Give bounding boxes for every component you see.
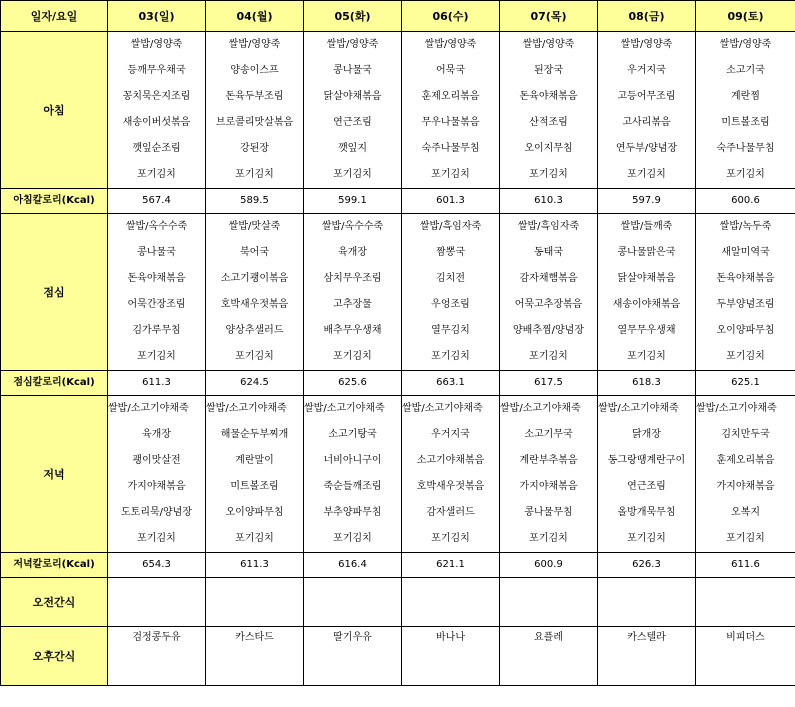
breakfast-menu-item: 포기김치 [304, 162, 402, 189]
breakfast-menu-item: 무우나물볶음 [402, 110, 500, 136]
dinner-calorie-value: 621.1 [402, 553, 500, 578]
dinner-menu-item: 포기김치 [598, 526, 696, 553]
lunch-menu-row [1, 240, 795, 266]
breakfast-label: 아침 [1, 32, 108, 189]
am-snack-item [206, 578, 304, 627]
dinner-menu-item: 동그랑땡계란구이 [598, 448, 696, 474]
breakfast-menu-item: 포기김치 [696, 162, 795, 189]
pm-snack-item: 카스텔라 [598, 627, 696, 686]
lunch-menu-item: 새송이야채볶음 [598, 292, 696, 318]
breakfast-menu-item: 쌀밥/영양죽 [598, 32, 696, 59]
lunch-label: 점심 [1, 214, 108, 371]
dinner-menu-row [1, 422, 795, 448]
breakfast-menu-item: 닭살야채볶음 [304, 84, 402, 110]
breakfast-menu-item: 쌀밥/영양죽 [304, 32, 402, 59]
lunch-menu-item: 포기김치 [304, 344, 402, 371]
dinner-calorie-value: 626.3 [598, 553, 696, 578]
breakfast-menu-item: 쌀밥/영양죽 [402, 32, 500, 59]
lunch-menu-item: 삼치무우조림 [304, 266, 402, 292]
breakfast-menu-item: 브로콜리맛살볶음 [206, 110, 304, 136]
breakfast-menu-item: 포기김치 [402, 162, 500, 189]
header-date-day-label: 일자/요일 [1, 1, 108, 32]
lunch-menu-item: 돈육야채볶음 [696, 266, 795, 292]
dinner-menu-row [1, 500, 795, 526]
dinner-menu-item: 감자샐러드 [402, 500, 500, 526]
lunch-calorie-value: 625.1 [696, 371, 795, 396]
dinner-menu-item: 포기김치 [500, 526, 598, 553]
lunch-menu-item: 김치전 [402, 266, 500, 292]
breakfast-calorie-value: 610.3 [500, 189, 598, 214]
dinner-menu-item: 오복지 [696, 500, 795, 526]
am-snack-item [500, 578, 598, 627]
dinner-calorie-value: 616.4 [304, 553, 402, 578]
pm-snack-item: 딸기우유 [304, 627, 402, 686]
am-snack-item [598, 578, 696, 627]
dinner-menu-item: 육개장 [108, 422, 206, 448]
lunch-calorie-row [1, 371, 795, 396]
dinner-menu-item: 미트볼조림 [206, 474, 304, 500]
breakfast-menu-row [1, 136, 795, 162]
header-day: 04(월) [206, 1, 304, 32]
breakfast-menu-item: 포기김치 [500, 162, 598, 189]
lunch-menu-item: 포기김치 [598, 344, 696, 371]
dinner-calorie-value: 654.3 [108, 553, 206, 578]
pm-snack-item: 바나나 [402, 627, 500, 686]
lunch-menu-item: 양상추샐러드 [206, 318, 304, 344]
lunch-menu-item: 쌀밥/옥수수죽 [108, 214, 206, 241]
breakfast-menu-item: 새송이버섯볶음 [108, 110, 206, 136]
lunch-menu-item: 열무김치 [402, 318, 500, 344]
lunch-menu-item: 호박새우젓볶음 [206, 292, 304, 318]
breakfast-menu-item: 강된장 [206, 136, 304, 162]
lunch-menu-row [1, 318, 795, 344]
breakfast-menu-item: 숙주나물무침 [402, 136, 500, 162]
pm-snack-row [1, 627, 795, 686]
lunch-menu-item: 돈육야채볶음 [108, 266, 206, 292]
breakfast-menu-item: 쌀밥/영양죽 [696, 32, 795, 59]
lunch-menu-item: 닭살야채볶음 [598, 266, 696, 292]
breakfast-menu-item: 소고기국 [696, 58, 795, 84]
header-day: 09(토) [696, 1, 795, 32]
lunch-calorie-value: 663.1 [402, 371, 500, 396]
breakfast-menu-item: 고사리볶음 [598, 110, 696, 136]
lunch-menu-item: 쌀밥/옥수수죽 [304, 214, 402, 241]
dinner-menu-item: 도토리묵/양념장 [108, 500, 206, 526]
am-snack-row [1, 578, 795, 627]
dinner-menu-item: 쌀밥/소고기야채죽 [108, 396, 206, 423]
lunch-menu-item: 오이양파무침 [696, 318, 795, 344]
lunch-menu-item: 쌀밥/맛살죽 [206, 214, 304, 241]
breakfast-calorie-label: 아침칼로리(Kcal) [1, 189, 108, 214]
breakfast-calorie-row [1, 189, 795, 214]
dinner-menu-item: 우거지국 [402, 422, 500, 448]
dinner-calorie-value: 600.9 [500, 553, 598, 578]
dinner-menu-item: 호박새우젓볶음 [402, 474, 500, 500]
pm-snack-item: 비피더스 [696, 627, 795, 686]
breakfast-menu-item: 깻잎지 [304, 136, 402, 162]
dinner-menu-item: 소고기탕국 [304, 422, 402, 448]
lunch-menu-item: 쌀밥/흑임자죽 [402, 214, 500, 241]
dinner-menu-item: 오이양파무침 [206, 500, 304, 526]
breakfast-menu-item: 쌀밥/영양죽 [206, 32, 304, 59]
dinner-menu-item: 부추양파무침 [304, 500, 402, 526]
dinner-menu-item: 가지야채볶음 [696, 474, 795, 500]
pm-snack-item: 카스타드 [206, 627, 304, 686]
lunch-menu-item: 콩나물국 [108, 240, 206, 266]
dinner-menu-item: 김치만두국 [696, 422, 795, 448]
dinner-menu-item: 계란말이 [206, 448, 304, 474]
breakfast-calorie-value: 599.1 [304, 189, 402, 214]
dinner-menu-item: 죽순들깨조림 [304, 474, 402, 500]
breakfast-menu-item: 고등어무조림 [598, 84, 696, 110]
breakfast-menu-item: 포기김치 [108, 162, 206, 189]
breakfast-menu-item: 돈육두부조림 [206, 84, 304, 110]
breakfast-menu-item: 양송이스프 [206, 58, 304, 84]
breakfast-menu-item: 오이지무침 [500, 136, 598, 162]
dinner-label: 저녁 [1, 396, 108, 553]
dinner-menu-item: 쌀밥/소고기야채죽 [206, 396, 304, 423]
dinner-menu-item: 포기김치 [696, 526, 795, 553]
dinner-menu-item: 괭이맛살전 [108, 448, 206, 474]
lunch-menu-item: 북어국 [206, 240, 304, 266]
breakfast-menu-row [1, 84, 795, 110]
breakfast-calorie-value: 567.4 [108, 189, 206, 214]
dinner-menu-item: 가지야채볶음 [108, 474, 206, 500]
dinner-menu-item: 포기김치 [304, 526, 402, 553]
dinner-menu-row [1, 526, 795, 553]
breakfast-menu-row [1, 58, 795, 84]
lunch-calorie-value: 624.5 [206, 371, 304, 396]
lunch-menu-item: 쌀밥/녹두죽 [696, 214, 795, 241]
lunch-menu-item: 고추장물 [304, 292, 402, 318]
lunch-menu-item: 포기김치 [500, 344, 598, 371]
lunch-menu-item: 새알미역국 [696, 240, 795, 266]
breakfast-calorie-value: 601.3 [402, 189, 500, 214]
lunch-menu-item: 양배추찜/양념장 [500, 318, 598, 344]
header-day: 07(목) [500, 1, 598, 32]
dinner-menu-item: 소고기무국 [500, 422, 598, 448]
pm-snack-item: 요플레 [500, 627, 598, 686]
breakfast-menu-item: 산적조림 [500, 110, 598, 136]
breakfast-menu-item: 포기김치 [206, 162, 304, 189]
dinner-menu-item: 올방개묵무침 [598, 500, 696, 526]
lunch-menu-row [1, 266, 795, 292]
dinner-menu-item: 쌀밥/소고기야채죽 [304, 396, 402, 423]
breakfast-menu-item: 연근조림 [304, 110, 402, 136]
lunch-menu-item: 어묵간장조림 [108, 292, 206, 318]
breakfast-menu-item: 포기김치 [598, 162, 696, 189]
dinner-menu-item: 해물순두부찌개 [206, 422, 304, 448]
lunch-menu-item: 짬뽕국 [402, 240, 500, 266]
breakfast-menu-row [1, 110, 795, 136]
am-snack-item [696, 578, 795, 627]
breakfast-menu-item: 우거지국 [598, 58, 696, 84]
lunch-menu-item: 어묵고추장볶음 [500, 292, 598, 318]
breakfast-menu-item: 계란찜 [696, 84, 795, 110]
dinner-calorie-value: 611.3 [206, 553, 304, 578]
breakfast-menu-item: 깻잎순조림 [108, 136, 206, 162]
dinner-menu-item: 닭개장 [598, 422, 696, 448]
dinner-menu-item: 쌀밥/소고기야채죽 [402, 396, 500, 423]
header-day: 06(수) [402, 1, 500, 32]
breakfast-menu-item: 연두부/양념장 [598, 136, 696, 162]
dinner-menu-item: 포기김치 [108, 526, 206, 553]
lunch-menu-item: 김가루무침 [108, 318, 206, 344]
breakfast-menu-row [1, 32, 795, 59]
lunch-menu-item: 우엉조림 [402, 292, 500, 318]
breakfast-menu-item: 쌀밥/영양죽 [108, 32, 206, 59]
lunch-menu-item: 동태국 [500, 240, 598, 266]
dinner-menu-item: 너비아니구이 [304, 448, 402, 474]
breakfast-calorie-value: 600.6 [696, 189, 795, 214]
pm-snack-label: 오후간식 [1, 627, 108, 686]
header-row [1, 1, 795, 32]
lunch-menu-item: 포기김치 [108, 344, 206, 371]
breakfast-menu-row [1, 162, 795, 189]
lunch-menu-item: 쌀밥/들깨죽 [598, 214, 696, 241]
lunch-menu-item: 육개장 [304, 240, 402, 266]
menu-table-body [1, 1, 795, 686]
breakfast-calorie-value: 597.9 [598, 189, 696, 214]
lunch-menu-item: 포기김치 [696, 344, 795, 371]
dinner-menu-item: 연근조림 [598, 474, 696, 500]
dinner-menu-item: 콩나물무침 [500, 500, 598, 526]
breakfast-menu-item: 훈제오리볶음 [402, 84, 500, 110]
dinner-menu-item: 포기김치 [206, 526, 304, 553]
dinner-menu-item: 훈제오리볶음 [696, 448, 795, 474]
lunch-menu-item: 배추무우생채 [304, 318, 402, 344]
breakfast-menu-item: 쌀밥/영양죽 [500, 32, 598, 59]
am-snack-item [304, 578, 402, 627]
lunch-calorie-value: 618.3 [598, 371, 696, 396]
am-snack-item [108, 578, 206, 627]
lunch-menu-item: 두부양념조림 [696, 292, 795, 318]
breakfast-menu-item: 돈육야채볶음 [500, 84, 598, 110]
dinner-menu-row [1, 448, 795, 474]
breakfast-calorie-value: 589.5 [206, 189, 304, 214]
lunch-menu-item: 포기김치 [206, 344, 304, 371]
dinner-menu-item: 포기김치 [402, 526, 500, 553]
breakfast-menu-item: 미트볼조림 [696, 110, 795, 136]
dinner-menu-item: 쌀밥/소고기야채죽 [500, 396, 598, 423]
header-day: 03(일) [108, 1, 206, 32]
lunch-calorie-value: 617.5 [500, 371, 598, 396]
lunch-menu-item: 열무무우생채 [598, 318, 696, 344]
header-day: 05(화) [304, 1, 402, 32]
breakfast-menu-item: 꽁치묵은지조림 [108, 84, 206, 110]
header-day: 08(금) [598, 1, 696, 32]
breakfast-menu-item: 된장국 [500, 58, 598, 84]
breakfast-menu-item: 숙주나물무침 [696, 136, 795, 162]
dinner-menu-item: 소고기야채볶음 [402, 448, 500, 474]
dinner-menu-row [1, 396, 795, 423]
pm-snack-item: 검정콩두유 [108, 627, 206, 686]
dinner-calorie-row [1, 553, 795, 578]
lunch-menu-row [1, 344, 795, 371]
dinner-calorie-value: 611.6 [696, 553, 795, 578]
lunch-calorie-label: 점심칼로리(Kcal) [1, 371, 108, 396]
lunch-menu-item: 소고기괭이볶음 [206, 266, 304, 292]
dinner-menu-row [1, 474, 795, 500]
lunch-calorie-value: 611.3 [108, 371, 206, 396]
breakfast-menu-item: 등깨무우채국 [108, 58, 206, 84]
lunch-menu-item: 쌀밥/흑임자죽 [500, 214, 598, 241]
lunch-menu-item: 포기김치 [402, 344, 500, 371]
dinner-menu-item: 쌀밥/소고기야채죽 [696, 396, 795, 423]
dinner-menu-item: 계란부추볶음 [500, 448, 598, 474]
dinner-menu-item: 쌀밥/소고기야채죽 [598, 396, 696, 423]
breakfast-menu-item: 콩나물국 [304, 58, 402, 84]
am-snack-label: 오전간식 [1, 578, 108, 627]
am-snack-item [402, 578, 500, 627]
dinner-calorie-label: 저녁칼로리(Kcal) [1, 553, 108, 578]
lunch-menu-row [1, 292, 795, 318]
lunch-menu-item: 감자채햄볶음 [500, 266, 598, 292]
breakfast-menu-item: 어묵국 [402, 58, 500, 84]
dinner-menu-item: 가지야채볶음 [500, 474, 598, 500]
lunch-calorie-value: 625.6 [304, 371, 402, 396]
lunch-menu-row [1, 214, 795, 241]
lunch-menu-item: 콩나물맑은국 [598, 240, 696, 266]
